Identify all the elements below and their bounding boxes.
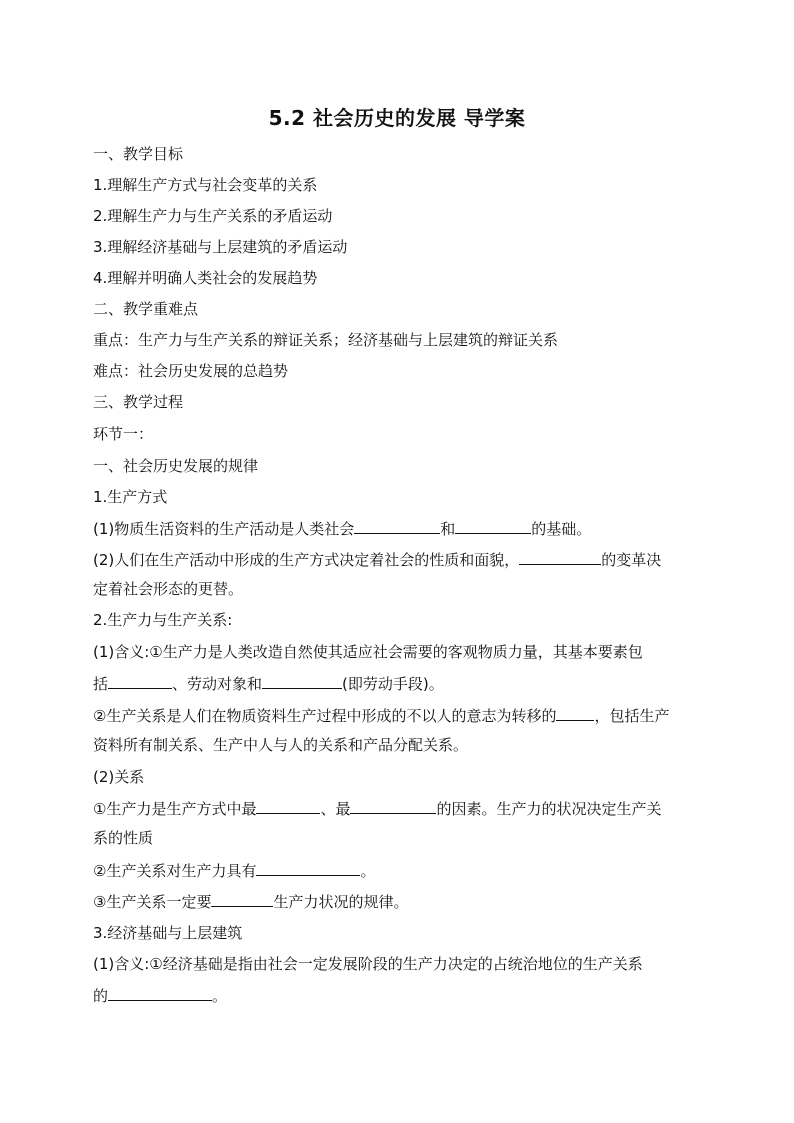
goal-2: 2.理解生产力与生产关系的矛盾运动 xyxy=(93,207,333,225)
fill-blank[interactable] xyxy=(262,672,342,689)
goal-1: 1.理解生产方式与社会变革的关系 xyxy=(93,176,318,194)
paragraph-9-line-1: (1)含义:①经济基础是指由社会一定发展阶段的生产力决定的占统治地位的生产关系 xyxy=(93,955,643,973)
fill-blank[interactable] xyxy=(556,704,594,721)
paragraph-8: ③生产关系一定要 生产力状况的规律。 xyxy=(93,890,705,913)
subsection-productive-forces: 2.生产力与生产关系: xyxy=(93,611,233,629)
difficult-point: 难点：社会历史发展的总趋势 xyxy=(93,362,289,380)
fill-blank[interactable] xyxy=(354,517,440,534)
paragraph-3-line-2: 括 、劳动对象和 (即劳动手段)。 xyxy=(93,672,705,695)
goal-3: 3.理解经济基础与上层建筑的矛盾运动 xyxy=(93,238,348,256)
paragraph-relation-heading: (2)关系 xyxy=(93,768,145,786)
fill-blank[interactable] xyxy=(211,890,273,907)
fill-blank[interactable] xyxy=(256,859,360,876)
page-title: 5.2 社会历史的发展 导学案 xyxy=(268,106,526,130)
fill-blank[interactable] xyxy=(108,984,212,1001)
fill-blank[interactable] xyxy=(455,517,531,534)
fill-blank[interactable] xyxy=(108,672,172,689)
segment-label: 环节一： xyxy=(93,425,154,443)
paragraph-9-line-2: 的 。 xyxy=(93,984,705,1007)
paragraph-3-line-1: (1)含义:①生产力是人类改造自然使其适应社会需要的客观物质力量，其基本要素包 xyxy=(93,643,643,661)
heading-teaching-process: 三、教学过程 xyxy=(93,393,184,411)
section-heading-laws: 一、社会历史发展的规律 xyxy=(93,457,259,475)
fill-blank[interactable] xyxy=(350,797,436,814)
paragraph-4-line-1: ②生产关系是人们在物质资料生产过程中形成的不以人的意志为转移的 ，包括生产 xyxy=(93,704,705,727)
fill-blank[interactable] xyxy=(519,548,601,565)
fill-blank[interactable] xyxy=(256,797,320,814)
paragraph-6-line-1: ①生产力是生产方式中最 、最 的因素。生产力的状况决定生产关 xyxy=(93,797,705,820)
key-point: 重点：生产力与生产关系的辩证关系；经济基础与上层建筑的辩证关系 xyxy=(93,331,559,349)
heading-key-points: 二、教学重难点 xyxy=(93,300,199,318)
paragraph-2-line-1: (2)人们在生产活动中形成的生产方式决定着社会的性质和面貌， 的变革决 xyxy=(93,548,705,571)
paragraph-4-line-2: 资料所有制关系、生产中人与人的关系和产品分配关系。 xyxy=(93,736,469,754)
heading-teaching-goals: 一、教学目标 xyxy=(93,145,184,163)
paragraph-6-line-2: 系的性质 xyxy=(93,829,154,847)
paragraph-1: (1)物质生活资料的生产活动是人类社会 和 的基础。 xyxy=(93,517,705,540)
goal-4: 4.理解并明确人类社会的发展趋势 xyxy=(93,269,318,287)
subsection-economic-base: 3.经济基础与上层建筑 xyxy=(93,924,243,942)
subsection-mode-of-production: 1.生产方式 xyxy=(93,488,168,506)
paragraph-2-line-2: 定着社会形态的更替。 xyxy=(93,580,244,598)
paragraph-7: ②生产关系对生产力具有 。 xyxy=(93,859,705,882)
